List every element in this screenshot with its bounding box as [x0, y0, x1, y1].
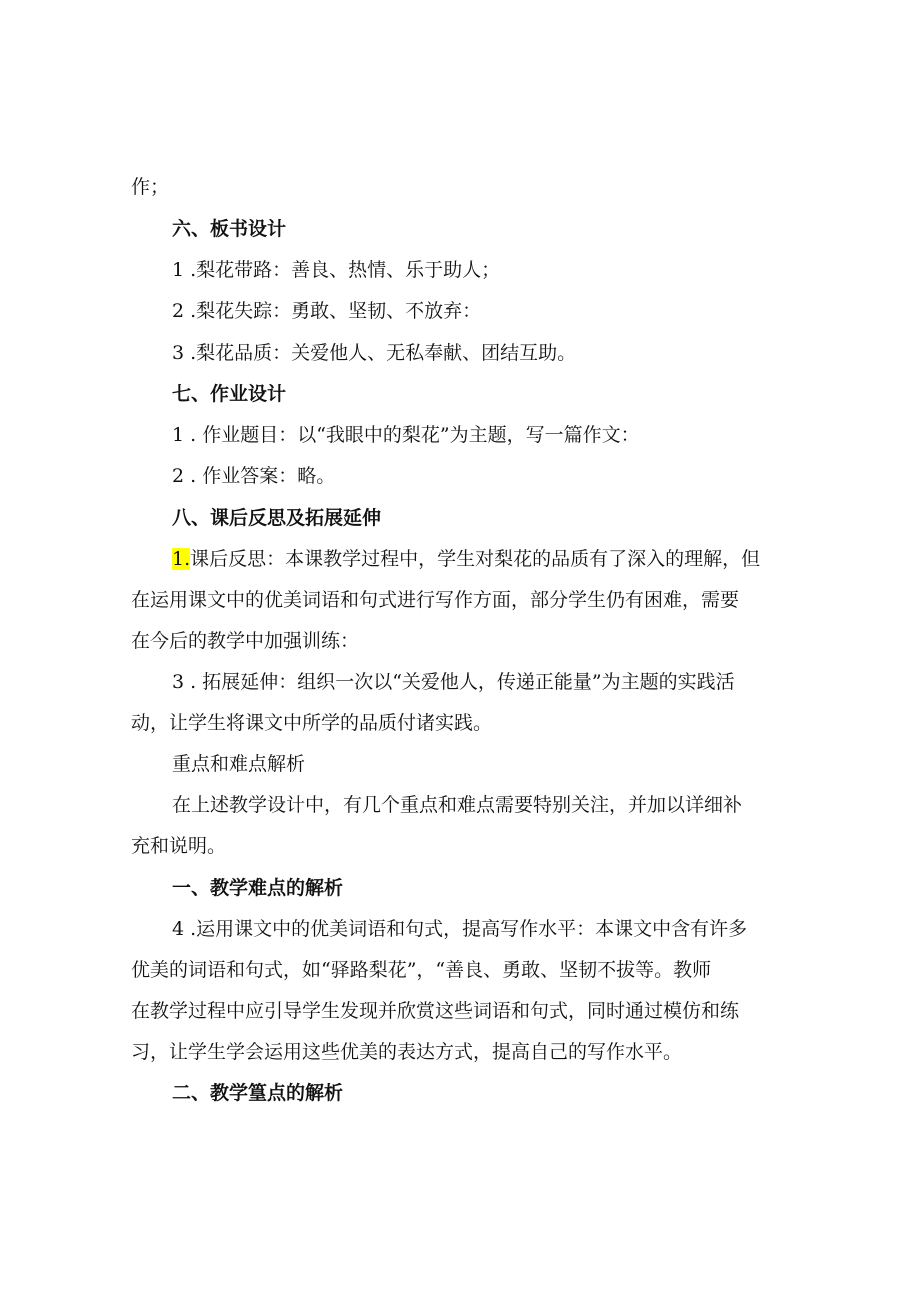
text-line: 作；	[131, 176, 170, 198]
text-line: 在今后的教学中加强训练：	[131, 630, 360, 652]
list-item: 1 . 作业题目：以“我眼中的梨花”为主题，写一篇作文：	[172, 424, 640, 446]
list-item: 3 . 拓展延伸：组织一次以“关爱他人，传递正能量”为主题的实践活	[172, 671, 735, 693]
list-item: 4 .运用课文中的优美词语和句式，提高写作水平：本课文中含有许多	[172, 918, 748, 940]
section-heading-difficulty: 一、教学难点的解析	[172, 877, 344, 899]
list-item-text: 课后反思：本课教学过程中，学生对梨花的品质有了深入的理解，但	[190, 548, 761, 570]
section-heading-6: 六、板书设计	[172, 218, 287, 240]
paragraph-line: 在上述教学设计中，有几个重点和难点需要特别关注，并加以详细补	[172, 794, 743, 816]
text-line: 动，让学生将课文中所学的品质付诸实践。	[131, 712, 493, 734]
highlighted-number: 1.	[172, 548, 191, 570]
list-item: 1 .梨花带路：善良、热情、乐于助人；	[172, 259, 501, 281]
section-heading-key-points: 二、教学篁点的解析	[172, 1082, 344, 1104]
text-line: 优美的词语和句式，如“驿路梨花”，“善良、勇敢、坚韧不拔等。教师	[131, 959, 712, 981]
subheading: 重点和难点解析	[172, 753, 306, 775]
list-item: 2 .梨花失踪：勇敢、坚韧、不放弃：	[172, 300, 482, 322]
section-heading-7: 七、作业设计	[172, 383, 287, 405]
list-item: 3 .梨花品质：关爱他人、无私奉献、团结互助。	[172, 342, 577, 364]
text-line: 在教学过程中应引导学生发现并欣赏这些词语和句式，同时通过模仿和练	[131, 1000, 740, 1022]
section-heading-8: 八、课后反思及拓展延伸	[172, 507, 382, 529]
text-line: 习，让学生学会运用这些优美的表达方式，提高自己的写作水平。	[131, 1041, 683, 1063]
text-line: 在运用课文中的优美词语和句式进行写作方面，部分学生仍有困难，需要	[131, 589, 740, 611]
list-item	[172, 547, 852, 571]
list-item: 2 . 作业答案：略。	[172, 465, 336, 487]
text-line: 充和说明。	[131, 835, 227, 857]
